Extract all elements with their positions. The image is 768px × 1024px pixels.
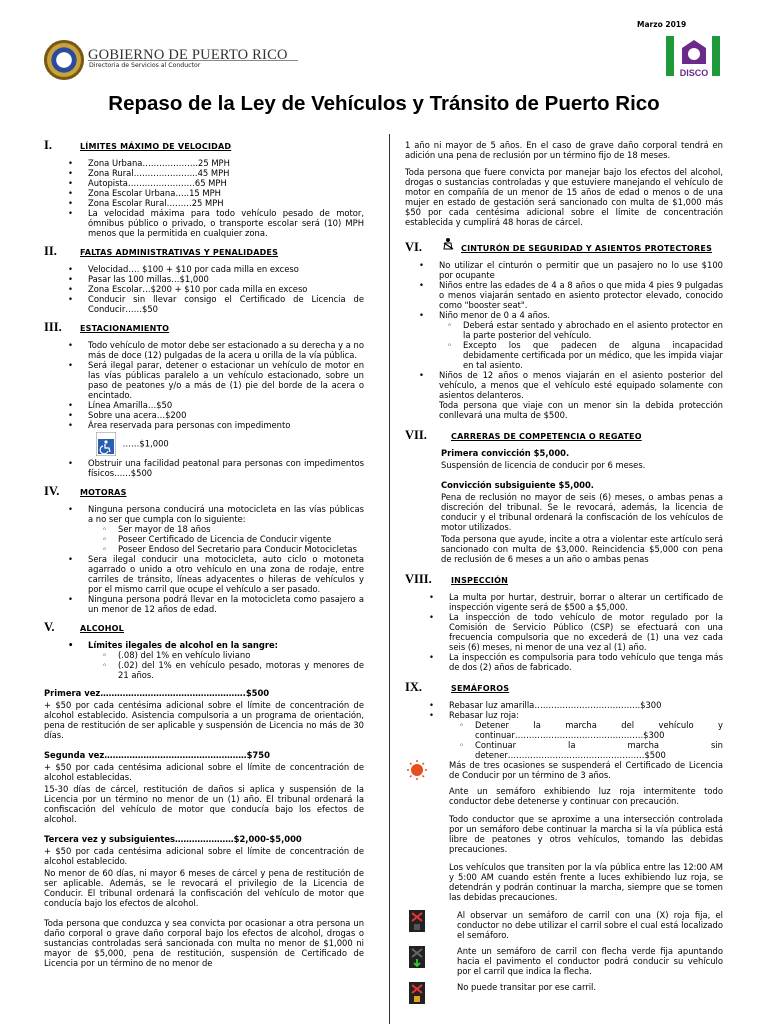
list-item: • Sera ilegal conducir una motocicleta, auto ciclo o motoneta agarrado o unido a otro vehículo en una zona de rodaje, entre carriles de tránsito, líneas adyacentes o hileras de vehículos y por el mismo carril que ocupe el vehículo a ser pasado. — [88, 554, 364, 594]
list-item: ◦ Continuar la marcha sin detener………………………………………….$500 — [475, 740, 723, 760]
section-inspection-heading: VIII. INSPECCIÓN — [405, 572, 508, 586]
paragraph: + $50 por cada centésima adicional sobre el límite de concentración de alcohol establecido. — [44, 846, 364, 866]
penalties-list — [44, 264, 364, 314]
list-item: ◦ Poseer Endoso del Secretario para Conducir Motocicletas — [118, 544, 364, 554]
handicap-sign-icon — [96, 432, 116, 456]
list-item: • Pasar las 100 millas…$1,000 — [88, 274, 364, 284]
list-item: • Autopista……………………65 MPH — [88, 178, 364, 188]
seatbelt-icon — [441, 237, 457, 251]
list-item: • Niños entre las edades de 4 a 8 años o que mida 4 pies 9 pulgadas o menos viajarán sentado en asiento protector elevado, conocido como "booster seat". — [439, 280, 723, 310]
list-item: • Área reservada para personas con impedimento — [88, 420, 364, 430]
parking-list-last — [44, 458, 364, 478]
right-column — [405, 140, 723, 1010]
disco-logo-text: DISCO — [679, 68, 709, 78]
header-rule — [88, 60, 298, 61]
paragraph: Ante un semáforo exhibiendo luz roja intermitente todo conductor debe detenerse y continuar con precaución. — [449, 786, 723, 806]
list-item: • Zona Urbana………………..25 MPH — [88, 158, 364, 168]
paragraph: + $50 por cada centésima adicional sobre el límite de concentración de alcohol establecido. Asistencia compulsoria a un programa de orientación, pena de restitución de ser aplicable y suspensión de Licencia no más de 30 días. — [44, 700, 364, 740]
list-item: • Sobre una acera…$200 — [88, 410, 364, 420]
list-item: • Conducir sin llevar consigo el Certificado de Licencia de Conducir……$50 — [88, 294, 364, 314]
government-seal-logo — [44, 40, 84, 80]
traffic-lights-notes — [449, 760, 723, 1004]
paragraph: Toda persona que viaje con un menor sin la debida protección conllevará una multa de $500. — [439, 400, 723, 420]
handicap-fine: ……$1,000 — [122, 438, 169, 449]
list-item: • Todo vehículo de motor debe ser estacionado a su derecha y a no más de doce (12) pulgadas de la acera u orilla de la vía pública. — [88, 340, 364, 360]
list-item: • Zona Escolar Urbana…..15 MPH — [88, 188, 364, 198]
column-divider — [389, 134, 390, 1024]
racing-first-conviction: Primera convicción $5,000. — [441, 448, 570, 458]
section-motorcycles-heading: IV. MOTORAS — [44, 484, 127, 498]
section-traffic-lights-heading: IX. SEMÁFOROS — [405, 680, 510, 694]
alcohol-third-offense: Tercera vez y subsiguientes…………………$2,000-$5,000 — [44, 834, 302, 844]
traffic-lights-sublist — [405, 720, 723, 760]
section-speed-limits-heading: I. LÍMITES MÁXIMO DE VELOCIDAD — [44, 138, 232, 152]
list-item: • Velocidad…. $100 + $10 por cada milla en exceso — [88, 264, 364, 274]
list-item: • Zona Rural…………………..45 MPH — [88, 168, 364, 178]
motorcycles-list — [44, 504, 364, 524]
list-item: • Niños de 12 años o menos viajarán en el asiento posterior del vehículo, a menos que el vehículo esté equipado solamente con asientos delanteros. — [439, 370, 723, 400]
paragraph: 1 año ni mayor de 5 años. En el caso de grave daño corporal tendrá en adición una pena de reclusión por un término fijo de 18 meses. — [405, 140, 723, 160]
list-item: Al observar un semáforo de carril con una (X) roja fija, el conductor no debe utilizar el carril sobre el cual está localizado el semáforo. — [449, 910, 723, 940]
list-item: ◦ (.02) del 1% en vehículo pesado, motoras y menores de 21 años. — [118, 660, 364, 680]
list-item: Más de tres ocasiones se suspenderá el Certificado de Licencia de Conducir por un término de 3 años. — [449, 760, 723, 780]
list-item: • Obstruir una facilidad peatonal para personas con impedimentos físicos……$500 — [88, 458, 364, 478]
racing-next-conviction: Convicción subsiguiente $5,000. — [441, 480, 594, 490]
list-item: • No utilizar el cinturón o permitir que un pasajero no lo use $100 por ocupante — [439, 260, 723, 280]
alcohol-limits-sublist — [44, 650, 364, 680]
section-parking-heading: III. ESTACIONAMIENTO — [44, 320, 170, 334]
list-item: ◦ Deberá estar sentado y abrochado en el asiento protector en la parte posterior del vehículo. — [463, 320, 723, 340]
motorcycles-list-2 — [44, 554, 364, 614]
list-item: • Ninguna persona podrá llevar en la motocicleta como pasajero a un menor de 12 años de edad. — [88, 594, 364, 614]
section-alcohol-heading: V. ALCOHOL — [44, 620, 124, 634]
paragraph: Toda persona que conduzca y sea convicta por ocasionar a otra persona un daño corporal o grave daño corporal bajo los efectos de alcohol, drogas o sustancias controladas será sancionada con multa no menor de $1,000 ni mayor de $5,000, pena de restitución, suspensión de Certificado de Licencia por un término de no menor de — [44, 918, 364, 968]
seatbelt-list — [405, 260, 723, 320]
handicap-row — [96, 432, 364, 456]
alcohol-limits-list — [44, 640, 364, 650]
paragraph: No menor de 60 días, ni mayor 6 meses de cárcel y pena de restitución de ser aplicable. Además, se le revocará el privilegio de la Licencia de Conducir. El tribunal ordenará la confiscación del vehículo de motor que conducía bajo los efectos de alcohol. — [44, 868, 364, 908]
paragraph: Pena de reclusión no mayor de seis (6) meses, o ambas penas a discreción del tribunal. Se le revocará, además, la licencia de conducir y el tribunal ordenará la confiscación de los vehículos de motor utilizados. — [441, 492, 723, 532]
paragraph: Toda persona que ayude, incite a otra a violentar este artículo será sancionado con multa de $3,000. Reincidencia $5,000 con pena de reclusión de 6 meses a un año o ambas penas — [441, 534, 723, 564]
seatbelt-list-2 — [405, 370, 723, 400]
motorcycles-sublist — [44, 524, 364, 554]
list-item: • La multa por hurtar, destruir, borrar o alterar un certificado de inspección vigente será de $500 a $5,000. — [449, 592, 723, 612]
paragraph: Todo conductor que se aproxime a una intersección controlada por un semáforo debe continuar la marcha si la vía pública está libre de peatones y otros vehículos, tomando las debidas precauciones. — [449, 814, 723, 854]
paragraph: Toda persona que fuere convicta por manejar bajo los efectos del alcohol, drogas o sustancias controladas y que estuviere manejando el vehículo de motor en compañía de un menor de 15 años de edad o menos o de una mujer en estado de gestación será sancionado con multa de $1,000 más $50 por cada centésima adicional sobre el límite de concentración establecida y cumplirá 48 horas de cárcel. — [405, 167, 723, 227]
alcohol-second-offense: Segunda vez……………………………………………$750 — [44, 750, 270, 760]
list-item: • Zona Escolar…$200 + $10 por cada milla en exceso — [88, 284, 364, 294]
list-item: • La inspección es compulsoria para todo vehículo que tenga más de dos (2) años de fabricado. — [449, 652, 723, 672]
speed-limits-list — [44, 158, 364, 238]
paragraph: 15-30 días de cárcel, restitución de daños si aplica y suspensión de la Licencia por un término no menor de un (1) año. El tribunal ordenará la confiscación del vehículo de motor que conducía bajo los efectos de alcohol. — [44, 784, 364, 824]
list-item: ◦ Detener la marcha del vehículo y continuar……………………………………….$300 — [475, 720, 723, 740]
paragraph: Suspensión de licencia de conducir por 6 meses. — [441, 460, 646, 470]
list-item: • Rebasar luz amarilla………………………………..$300 — [449, 700, 723, 710]
parking-list — [44, 340, 364, 430]
list-item: • La velocidad máxima para todo vehículo pesado de motor, ómnibus público o privado, o transporte escolar será (10) MPH menos que la permitida en cualquier zona. — [88, 208, 364, 238]
section-seatbelt-heading: VI. CINTURÓN DE SEGURIDAD Y ASIENTOS PROTECTORES — [405, 237, 723, 254]
lane-signal-green-arrow-icon — [405, 946, 429, 968]
list-item: ◦ Excepto los que padecen de alguna incapacidad debidamente certificada por un médico, que les impida viajar en tal asiento. — [463, 340, 723, 370]
list-item: • Ninguna persona conducirá una motocicleta en las vías públicas a no ser que cumpla con lo siguiente: — [88, 504, 364, 524]
section-racing-heading: VII. CARRERAS DE COMPETENCIA O REGATEO — [405, 428, 642, 442]
list-item: • Será ilegal parar, detener o estacionar un vehículo de motor en las vías públicas paralelo a un vehículo estacionado, sobre un paso de peatones y/o a más de (1) pie del borde de la acera o encintado. — [88, 360, 364, 400]
seatbelt-sublist — [405, 320, 723, 370]
disco-logo — [660, 30, 728, 80]
list-item: • Rebasar luz roja: — [449, 710, 723, 720]
lane-signal-red-x-icon — [405, 910, 429, 932]
directorate-name: Directoria de Servicios al Conductor — [89, 62, 201, 69]
paragraph: Los vehículos que transiten por la vía pública entre las 12:00 AM y 5:00 AM cuando estén frente a luces exhibiendo luz roja, se detendrán y podrán continuar la marcha, siempre que se tomen las debidas precauciones. — [449, 862, 723, 902]
date-label: Marzo 2019 — [637, 20, 687, 29]
list-item: No puede transitar por ese carril. — [449, 982, 723, 1004]
section-penalties-heading: II. FALTAS ADMINISTRATIVAS Y PENALIDADES — [44, 244, 279, 258]
page-title: Repaso de la Ley de Vehículos y Tránsito de Puerto Rico — [108, 92, 660, 115]
paragraph: + $50 por cada centésima adicional sobre el límite de concentración de alcohol establecidas. — [44, 762, 364, 782]
list-item: Ante un semáforo de carril con flecha verde fija apuntando hacia el pavimento el conductor podrá conducir su vehículo por el carril que indica la flecha. — [449, 946, 723, 976]
flashing-red-light-icon — [405, 760, 429, 780]
lane-signal-flashing-x-icon — [405, 982, 429, 1004]
list-item: • Línea Amarilla…$50 — [88, 400, 364, 410]
list-item: ◦ Poseer Certificado de Licencia de Conducir vigente — [118, 534, 364, 544]
list-item: • Límites ilegales de alcohol en la sangre: — [88, 640, 364, 650]
government-name: GOBIERNO DE PUERTO RICO — [88, 47, 288, 63]
list-item: ◦ Ser mayor de 18 años — [118, 524, 364, 534]
racing-block — [441, 448, 723, 564]
list-item: • La inspección de todo vehículo de motor regulado por la Comisión de Servicio Público (CSP) se efectuará con una frecuencia compulsoria que no excederá de (1) una vez cada seis (6) meses, ni menor de una vez al (1) año. — [449, 612, 723, 652]
list-item: • Niño menor de 0 a 4 años. — [439, 310, 723, 320]
traffic-lights-list — [405, 700, 723, 720]
list-item: ◦ (.08) del 1% en vehículo liviano — [118, 650, 364, 660]
inspection-list — [405, 592, 723, 672]
left-column — [44, 140, 364, 970]
list-item: • Zona Escolar Rural………25 MPH — [88, 198, 364, 208]
alcohol-first-offense: Primera vez…………………………………………….$500 — [44, 688, 270, 698]
